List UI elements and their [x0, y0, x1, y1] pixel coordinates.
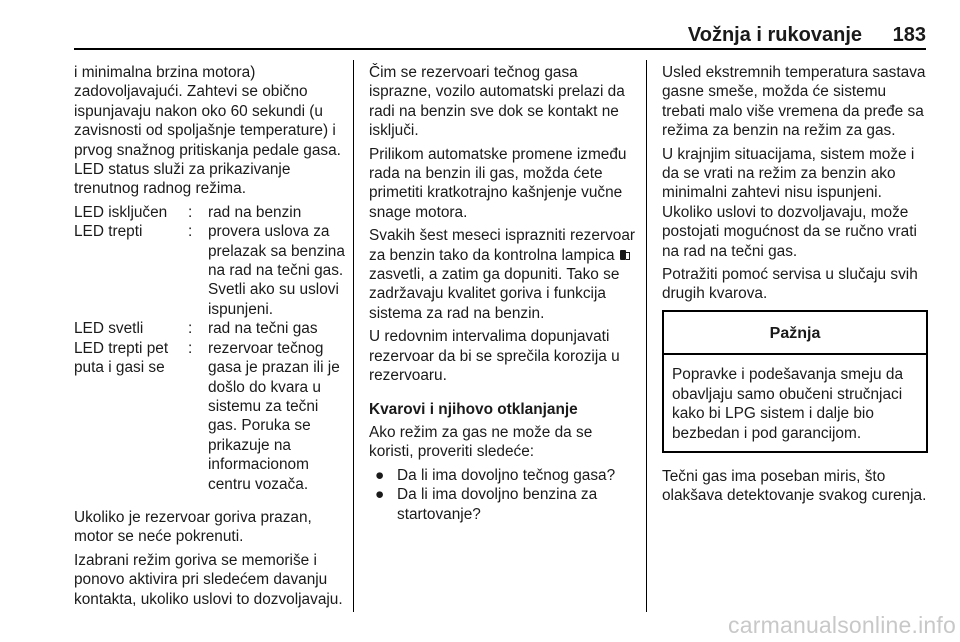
- separator: :: [188, 320, 193, 338]
- paragraph: Usled ekstremnih temperatura sastava gasne smeše, možda će sistemu trebati malo više vremena da pređe sa režima za benzin na režim za gas.: [662, 64, 926, 140]
- caution-title: Pažnja: [664, 312, 926, 355]
- column-3: [662, 63, 928, 510]
- page-number: 183: [892, 24, 926, 46]
- led-table-row: [74, 339, 350, 494]
- list-item-text: Da li ima dovoljno benzina za startovanje?: [397, 486, 598, 523]
- paragraph: U krajnjim situacijama, sistem može i da se vrati na režim za benzin ako minimalni zahtevi nisu ispunjeni. Ukoliko uslovi to dozvoljavaju, može postojati mogućnost da se ručno vrati na rad na tečni gas.: [662, 145, 917, 260]
- led-meaning: rad na tečni gas: [208, 320, 318, 338]
- caution-text: Popravke i podešavanja smeju da obavljaju samo obučeni stručnjaci kako bi LPG sistem i dalje bio bezbedan i pod garancijom.: [672, 366, 904, 442]
- paragraph: Izabrani režim goriva se memoriše i ponovo aktivira pri sledećem davanju kontakta, ukoliko uslovi to dozvoljavaju.: [74, 551, 343, 608]
- led-table-row: [74, 319, 350, 338]
- separator: :: [188, 203, 193, 221]
- separator: :: [188, 339, 193, 357]
- watermark: carmanualsonline.info: [728, 612, 956, 638]
- list-item-text: Da li ima dovoljno tečnog gasa?: [397, 466, 616, 484]
- led-meaning: provera uslova za prelazak sa benzina na rad na tečni gas. Svetli ako su uslovi ispunjeni.: [208, 223, 345, 318]
- led-state: LED trepti: [74, 223, 143, 241]
- list-item: [369, 485, 639, 524]
- paragraph: U redovnim intervalima dopunjavati rezervoar da bi se sprečila korozija u rezervoaru.: [369, 328, 620, 385]
- paragraph: Potražiti pomoć servisa u slučaju svih drugih kvarova.: [662, 266, 918, 303]
- bullet-mark: ●: [375, 466, 385, 484]
- led-meaning: rezervoar tečnog gasa je prazan ili je došlo do kvara u sistemu za tečni gas. Poruka se prikazuje na informacionom centru vozača.: [208, 339, 340, 493]
- page-header: [74, 0, 926, 50]
- paragraph: Prilikom automatske promene između rada na benzin ili gas, možda ćete primetiti kratkotrajno kašnjenje vučne snage motora.: [369, 145, 627, 221]
- led-table-row: [74, 203, 350, 222]
- column-1: [74, 63, 350, 613]
- fuel-pump-icon: [620, 249, 630, 261]
- intro-paragraph: i minimalna brzina motora) zadovoljavajući. Zahtevi se obično ispunjavaju nakon oko 60 sekundi (u zavisnosti od spoljašnje temperature) i prvog snažnog pritiskanja pedale gasa. LED status služi za prikazivanje trenutnog radnog režima.: [74, 64, 341, 198]
- paragraph: Tečni gas ima poseban miris, što olakšava detektovanje svakog curenja.: [662, 467, 927, 505]
- paragraph: Ako režim za gas ne može da se koristi, proveriti sledeće:: [369, 423, 593, 461]
- bullet-mark: ●: [375, 486, 385, 504]
- subheading: Kvarovi i njihovo otklanjanje: [369, 400, 578, 418]
- paragraph-with-icon: [369, 226, 639, 323]
- caution-box: [662, 310, 928, 453]
- led-meaning: rad na benzin: [208, 203, 302, 221]
- led-table-row: [74, 222, 350, 319]
- paragraph: Čim se rezervoari tečnog gasa isprazne, vozilo automatski prelazi da radi na benzin sve dok se kontakt ne isključi.: [369, 64, 625, 140]
- separator: :: [188, 223, 193, 241]
- text-fragment: zasvetli, a zatim ga dopuniti. Tako se zadržavaju kvalitet goriva i funkcija sistema za rad na benzin.: [369, 266, 620, 322]
- led-state: LED isključen: [74, 203, 168, 221]
- led-state: LED trepti pet puta i gasi se: [74, 339, 169, 377]
- column-divider: [353, 60, 354, 612]
- column-2: [369, 63, 639, 524]
- led-state: LED svetli: [74, 320, 144, 338]
- paragraph: Ukoliko je rezervoar goriva prazan, motor se neće pokrenuti.: [74, 508, 312, 546]
- list-item: [369, 466, 639, 485]
- checklist: [369, 466, 639, 524]
- led-status-table: [74, 203, 350, 494]
- section-title: Vožnja i rukovanje: [687, 24, 862, 46]
- text-fragment: Svakih šest meseci isprazniti rezervoar za benzin tako da kontrolna lampica: [369, 227, 636, 264]
- column-divider: [646, 60, 647, 612]
